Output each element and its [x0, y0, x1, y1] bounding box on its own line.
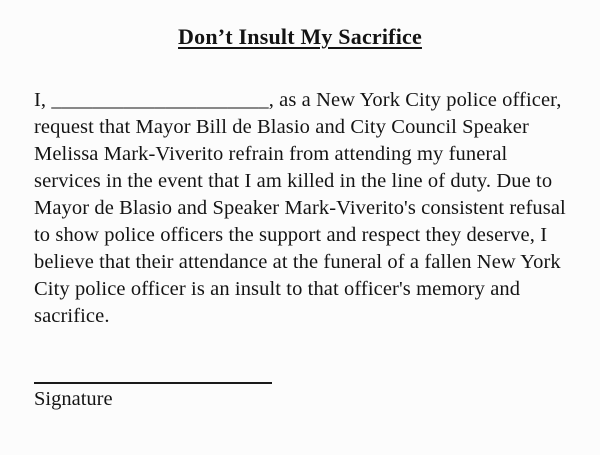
- paragraph-line: sacrifice.: [34, 305, 110, 327]
- petition-paragraph: [34, 87, 570, 330]
- paragraph-line: services in the event that I am killed in the line of duty. Due to: [34, 170, 553, 192]
- paragraph-line: Melissa Mark-Viverito refrain from attending my funeral: [34, 143, 508, 165]
- document-title: Don’t Insult My Sacrifice: [178, 24, 422, 49]
- signature-line: [34, 382, 272, 384]
- paragraph-line: City police officer is an insult to that officer's memory and: [34, 278, 521, 300]
- paragraph-line: to show police officers the support and respect they deserve, I: [34, 224, 548, 246]
- paragraph-line: Mayor de Blasio and Speaker Mark-Viverito's consistent refusal: [34, 197, 566, 219]
- paragraph-line: request that Mayor Bill de Blasio and City Council Speaker: [34, 116, 529, 138]
- paragraph-line: I, _____________________, as a New York City police officer,: [34, 89, 562, 111]
- signature-label: Signature: [34, 388, 113, 410]
- signature-block: [34, 382, 570, 411]
- paragraph-line: believe that their attendance at the funeral of a fallen New York: [34, 251, 561, 273]
